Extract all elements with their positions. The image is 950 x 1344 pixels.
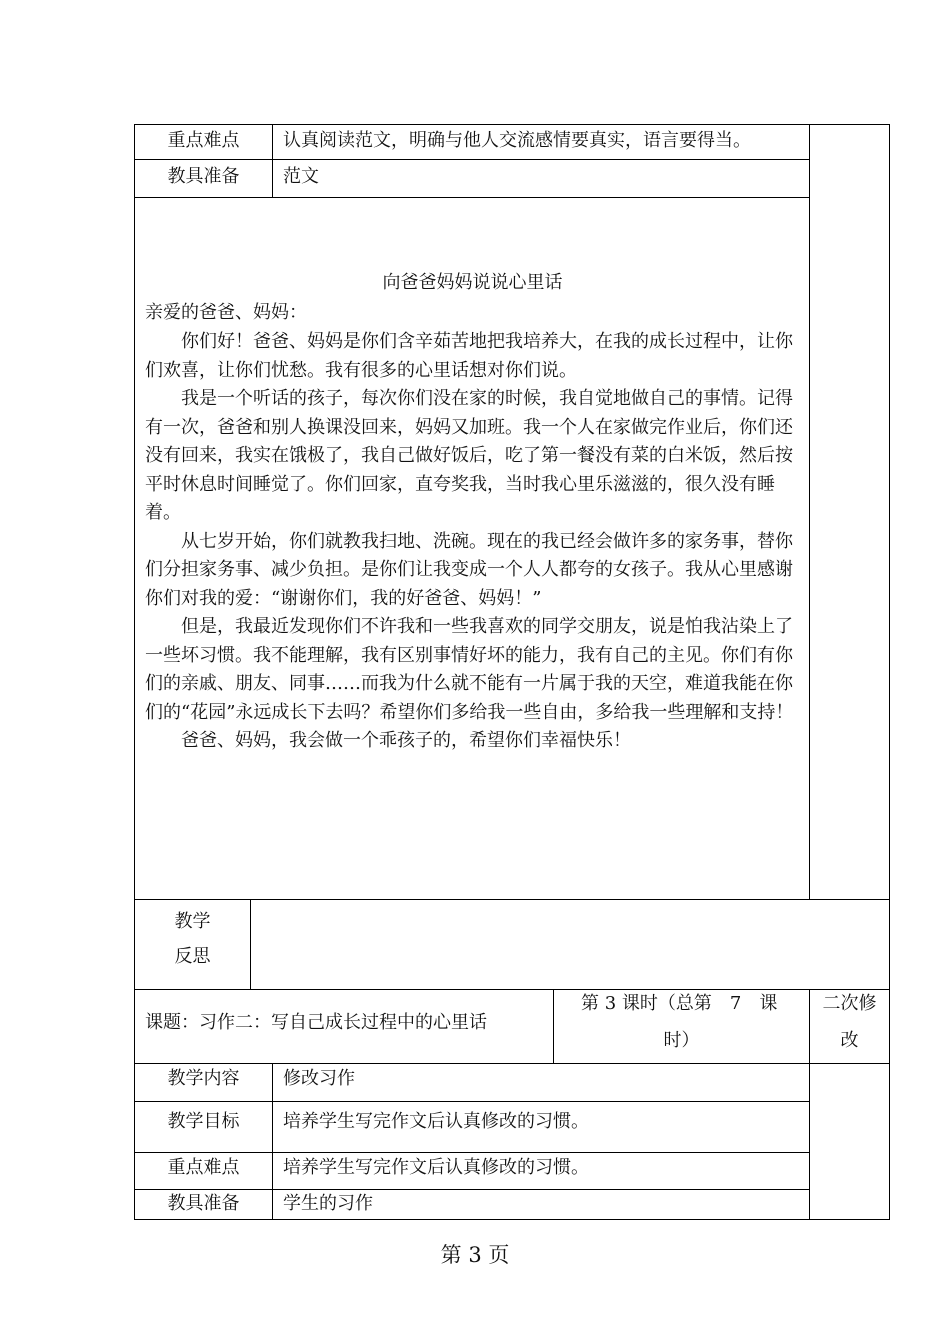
col-divider [272, 124, 273, 197]
objective-value: 培养学生写完作文后认真修改的习惯。 [283, 1111, 589, 1132]
col-divider [250, 899, 251, 989]
essay-body [145, 328, 805, 756]
reflection-label-line2: 反思 [174, 946, 211, 967]
row-divider [134, 1189, 809, 1190]
lesson-topic: 课题：习作二：写自己成长过程中的心里话 [145, 1012, 487, 1033]
revision-column-divider [809, 124, 810, 899]
essay-title: 向爸爸妈妈说说心里话 [382, 272, 563, 293]
materials-value: 范文 [283, 166, 319, 187]
focus-label: 重点难点 [167, 1157, 240, 1178]
essay-paragraph: 从七岁开始，你们就教我扫地、洗碗。现在的我已经会做许多的家务事，替你们分担家务事、减少负担。是你们让我变成一个人人都夸的女孩子。我从心里感谢你们对我的爱：“谢谢你们，我的好爸爸、妈妈！” [145, 530, 793, 609]
essay-salutation: 亲爱的爸爸、妈妈： [145, 302, 307, 323]
page-number: 第 3 页 [440, 1243, 510, 1267]
essay-paragraph: 你们好！爸爸、妈妈是你们含辛茹苦地把我培养大，在我的成长过程中，让你们欢喜，让你们忧愁。我有很多的心里话想对你们说。 [145, 331, 793, 381]
content-label: 教学内容 [167, 1068, 240, 1089]
row-divider [134, 989, 890, 990]
lesson-period-line1: 第 3 课时（总第 7 课 [581, 993, 778, 1014]
table-border-bottom [134, 1219, 890, 1220]
materials-value: 学生的习作 [283, 1193, 373, 1214]
col-divider [272, 1063, 273, 1220]
materials-label: 教具准备 [167, 166, 240, 187]
objective-label: 教学目标 [167, 1111, 240, 1132]
row-divider [134, 899, 890, 900]
essay-paragraph: 爸爸、妈妈，我会做一个乖孩子的，希望你们幸福快乐！ [181, 730, 631, 751]
row-divider [134, 1063, 890, 1064]
revision-label-line2: 改 [840, 1030, 859, 1051]
focus-value: 培养学生写完作文后认真修改的习惯。 [283, 1157, 589, 1178]
table-border-top [134, 124, 890, 125]
revision-label-line1: 二次修 [822, 993, 877, 1014]
content-value: 修改习作 [283, 1068, 355, 1089]
focus-label: 重点难点 [167, 130, 240, 151]
essay-paragraph: 但是，我最近发现你们不许我和一些我喜欢的同学交朋友，说是怕我沾染上了一些坏习惯。我不能理解，我有区别事情好坏的能力，我有自己的主见。你们有你们的亲戚、朋友、同事……而我为什么就不能有一片属于我的天空，难道我能在你们的“花园”永远成长下去吗？希望你们多给我一些自由，多给我一些理解和支持！ [145, 616, 794, 723]
lesson-period-line2: 时） [663, 1030, 700, 1051]
focus-value: 认真阅读范文，明确与他人交流感情要真实，语言要得当。 [283, 130, 751, 151]
essay-paragraph: 我是一个听话的孩子，每次你们没在家的时候，我自觉地做自己的事情。记得有一次，爸爸和别人换课没回来，妈妈又加班。我一个人在家做完作业后，你们还没有回来，我实在饿极了，我自己做好饭后，吃了第一餐没有菜的白米饭，然后按平时休息时间睡觉了。你们回家，直夸奖我，当时我心里乐滋滋的，很久没有睡着。 [145, 388, 793, 523]
row-divider [134, 197, 809, 198]
row-divider [134, 159, 809, 160]
col-divider [809, 989, 810, 1220]
table-border-right [889, 124, 890, 1220]
row-divider [134, 1152, 809, 1153]
materials-label: 教具准备 [167, 1193, 240, 1214]
row-divider [134, 1101, 809, 1102]
reflection-label-line1: 教学 [174, 911, 211, 932]
